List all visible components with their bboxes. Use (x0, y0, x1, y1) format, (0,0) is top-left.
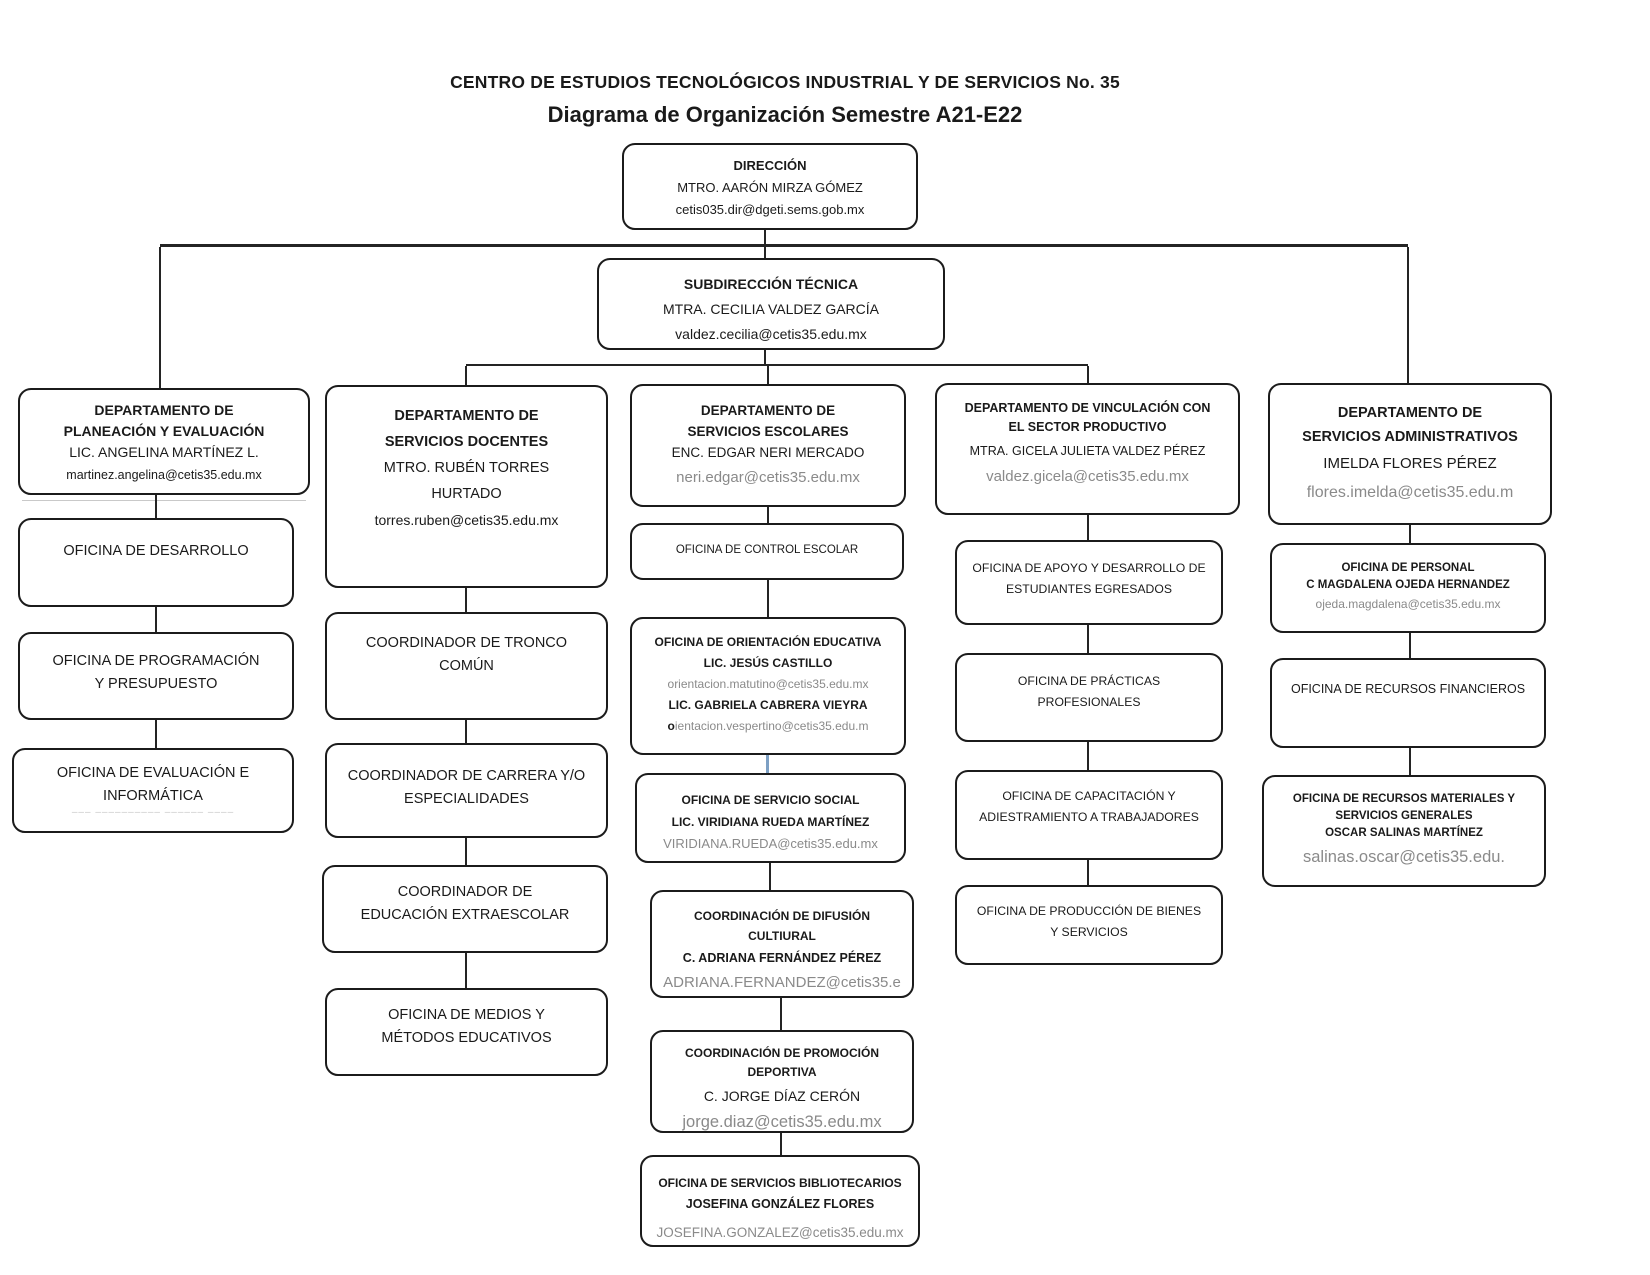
email-text: VIRIDIANA.RUEDA@cetis35.edu.mx (663, 836, 878, 851)
page-title: CENTRO DE ESTUDIOS TECNOLÓGICOS INDUSTRIAL Y DE SERVICIOS No. 35 (450, 72, 1120, 92)
connector-line (764, 230, 766, 259)
person-name: LIC. VIRIDIANA RUEDA MARTÍNEZ (671, 815, 870, 829)
box-depto-servicios-docentes (325, 385, 608, 588)
box-oficina-recursos-materiales (1262, 775, 1546, 887)
person-name: C. JORGE DÍAZ CERÓN (703, 1088, 861, 1104)
person-name: MTRA. CECILIA VALDEZ GARCÍA (662, 301, 879, 317)
person-name: MTRO. AARÓN MIRZA GÓMEZ (677, 180, 863, 195)
box-depto-servicios-escolares (630, 384, 906, 507)
box-title: COORDINACIÓN DE PROMOCIÓN (684, 1046, 879, 1060)
box-coordinador-educacion-extraescolar (322, 865, 608, 953)
box-title: COORDINADOR DE (397, 884, 533, 900)
box-title: Y PRESUPUESTO (94, 676, 218, 692)
box-title: SERVICIOS ESCOLARES (687, 424, 849, 439)
box-title: OFICINA DE CONTROL ESCOLAR (675, 544, 859, 556)
connector-line (1087, 366, 1089, 383)
person-name: LIC. GABRIELA CABRERA VIEYRA (668, 698, 868, 712)
person-name: MTRO. RUBÉN TORRES (383, 460, 550, 476)
box-oficina-desarrollo (18, 518, 294, 607)
box-coordinacion-promocion-deportiva (650, 1030, 914, 1133)
box-oficina-apoyo-egresados (955, 540, 1223, 625)
page-subtitle: Diagrama de Organización Semestre A21-E22 (547, 102, 1023, 127)
person-name: C. ADRIANA FERNÁNDEZ PÉREZ (682, 951, 882, 965)
email-text: salinas.oscar@cetis35.edu. (1302, 848, 1506, 866)
box-title: ADIESTRAMIENTO A TRABAJADORES (979, 810, 1199, 824)
connector-line (767, 507, 769, 523)
person-name: C MAGDALENA OJEDA HERNANDEZ (1306, 579, 1510, 591)
connector-line (764, 350, 766, 365)
person-name: OSCAR SALINAS MARTÍNEZ (1325, 827, 1483, 839)
person-name: ENC. EDGAR NERI MERCADO (671, 445, 865, 460)
box-direccion (622, 143, 918, 230)
email-text: torres.ruben@cetis35.edu.mx (374, 512, 559, 528)
connector-line (155, 495, 157, 518)
connector-line (1409, 748, 1411, 775)
connector-line (465, 588, 467, 612)
connector-line (1087, 625, 1089, 653)
box-oficina-recursos-financieros (1270, 658, 1546, 748)
email-text: orientacion.matutino@cetis35.edu.mx (667, 677, 869, 691)
email-text: neri.edgar@cetis35.edu.mx (676, 469, 860, 486)
box-depto-planeacion-evaluacion (18, 388, 310, 495)
box-title: DEPARTAMENTO DE (1337, 405, 1483, 421)
box-depto-vinculacion-sector-productivo (935, 383, 1240, 515)
email-text: ojeda.magdalena@cetis35.edu.mx (1315, 597, 1501, 611)
connector-line (767, 366, 769, 384)
person-name: MTRA. GICELA JULIETA VALDEZ PÉREZ (969, 444, 1206, 458)
box-oficina-medios-metodos (325, 988, 608, 1076)
email-text: flores.imelda@cetis35.edu.m (1306, 484, 1514, 501)
box-title: SERVICIOS GENERALES (1335, 810, 1473, 822)
box-oficina-capacitacion-trabajadores (955, 770, 1223, 860)
email-text: valdez.cecilia@cetis35.edu.mx (675, 326, 867, 342)
box-title: OFICINA DE DESARROLLO (63, 543, 249, 559)
connector-line (155, 720, 157, 748)
box-title: DEPARTAMENTO DE (94, 402, 234, 418)
box-title: CULTIURAL (748, 929, 816, 943)
connector-line (466, 364, 1088, 366)
box-title: DIRECCIÓN (733, 158, 807, 173)
box-title: DEPARTAMENTO DE (700, 403, 836, 418)
connector-line (767, 580, 769, 617)
box-title: OFICINA DE SERVICIOS BIBLIOTECARIOS (658, 1176, 902, 1190)
box-oficina-produccion-bienes (955, 885, 1223, 965)
box-title: COORDINADOR DE TRONCO (365, 635, 568, 651)
connector-line (1407, 247, 1409, 383)
box-title: OFICINA DE RECURSOS FINANCIEROS (1290, 682, 1526, 696)
connector-line (780, 1133, 782, 1155)
box-coordinacion-difusion-cultural (650, 890, 914, 998)
box-title: MÉTODOS EDUCATIVOS (381, 1030, 552, 1046)
box-oficina-servicios-bibliotecarios (640, 1155, 920, 1247)
faded-erased-text: ––– –––––––––– –––––– –––– (71, 808, 235, 816)
box-title: COORDINADOR DE CARRERA Y/O (347, 768, 586, 784)
box-coordinador-tronco-comun (325, 612, 608, 720)
box-title: ESPECIALIDADES (404, 791, 529, 807)
connector-line (160, 244, 1408, 247)
email-text: valdez.gicela@cetis35.edu.mx (986, 468, 1189, 485)
box-title: DEPORTIVA (747, 1065, 817, 1079)
box-oficina-servicio-social (635, 773, 906, 863)
email-text: martinez.angelina@cetis35.edu.mx (66, 468, 262, 482)
connector-line (1087, 515, 1089, 540)
box-title: COORDINACIÓN DE DIFUSIÓN (693, 909, 870, 923)
connector-line (1087, 742, 1089, 770)
email-text: ADRIANA.FERNANDEZ@cetis35.e (663, 974, 901, 991)
connector-line (769, 863, 771, 890)
box-subdireccion-tecnica (597, 258, 945, 350)
box-title: EDUCACIÓN EXTRAESCOLAR (360, 907, 570, 923)
box-oficina-programacion-presupuesto (18, 632, 294, 720)
box-coordinador-carrera-especialidades (325, 743, 608, 838)
box-title: OFICINA DE CAPACITACIÓN Y (1002, 789, 1176, 803)
connector-line (465, 366, 467, 385)
connector-line (1087, 860, 1089, 885)
email-text: JOSEFINA.GONZALEZ@cetis35.edu.mx (656, 1225, 904, 1240)
box-oficina-practicas-profesionales (955, 653, 1223, 742)
box-oficina-personal (1270, 543, 1546, 633)
box-title: EL SECTOR PRODUCTIVO (1008, 420, 1167, 434)
box-title: PLANEACIÓN Y EVALUACIÓN (63, 423, 265, 439)
email-text: oientacion.vespertino@cetis35.edu.m (667, 719, 869, 733)
box-title: OFICINA DE RECURSOS MATERIALES Y (1292, 793, 1516, 805)
box-title: SUBDIRECCIÓN TÉCNICA (683, 276, 859, 292)
connector-line (159, 247, 161, 388)
person-name: LIC. ANGELINA MARTÍNEZ L. (69, 444, 259, 460)
box-title: OFICINA DE MEDIOS Y (388, 1007, 545, 1023)
person-name: IMELDA FLORES PÉREZ (1323, 455, 1497, 472)
box-oficina-evaluacion-informatica (12, 748, 294, 833)
box-title: SERVICIOS DOCENTES (384, 434, 549, 450)
box-title: DEPARTAMENTO DE (394, 408, 539, 424)
person-name: LIC. JESÚS CASTILLO (703, 656, 833, 670)
box-depto-servicios-administrativos (1268, 383, 1552, 525)
email-text: jorge.diaz@cetis35.edu.mx (682, 1113, 882, 1131)
box-title: OFICINA DE PRODUCCIÓN DE BIENES (976, 904, 1202, 918)
box-title: OFICINA DE PRÁCTICAS (1017, 674, 1161, 688)
box-title: PROFESIONALES (1037, 695, 1141, 709)
connector-line (1409, 633, 1411, 658)
connector-line (1409, 525, 1411, 543)
connector-line (155, 607, 157, 632)
box-title: DEPARTAMENTO DE VINCULACIÓN CON (964, 401, 1211, 415)
box-title: COMÚN (439, 658, 494, 674)
box-title: Y SERVICIOS (1050, 925, 1128, 939)
divider-line (22, 500, 306, 501)
box-oficina-control-escolar (630, 523, 904, 580)
box-oficina-orientacion-educativa (630, 617, 906, 755)
connector-line (465, 720, 467, 743)
box-title: ESTUDIANTES EGRESADOS (1006, 582, 1172, 596)
person-name: HURTADO (431, 486, 502, 502)
connector-line-blue (766, 755, 769, 773)
box-title: OFICINA DE ORIENTACIÓN EDUCATIVA (654, 635, 882, 649)
person-name: JOSEFINA GONZÁLEZ FLORES (685, 1197, 875, 1211)
connector-line (780, 998, 782, 1030)
box-title: INFORMÁTICA (103, 788, 203, 804)
box-title: OFICINA DE APOYO Y DESARROLLO DE (972, 561, 1206, 575)
box-title: OFICINA DE SERVICIO SOCIAL (681, 793, 860, 807)
box-title: OFICINA DE EVALUACIÓN E (56, 765, 250, 781)
box-title: OFICINA DE PROGRAMACIÓN (52, 653, 260, 669)
connector-line (465, 838, 467, 865)
box-title: OFICINA DE PERSONAL (1341, 562, 1475, 574)
email-text: cetis035.dir@dgeti.sems.gob.mx (675, 202, 865, 217)
connector-line (465, 953, 467, 988)
box-title: SERVICIOS ADMINISTRATIVOS (1302, 429, 1518, 445)
